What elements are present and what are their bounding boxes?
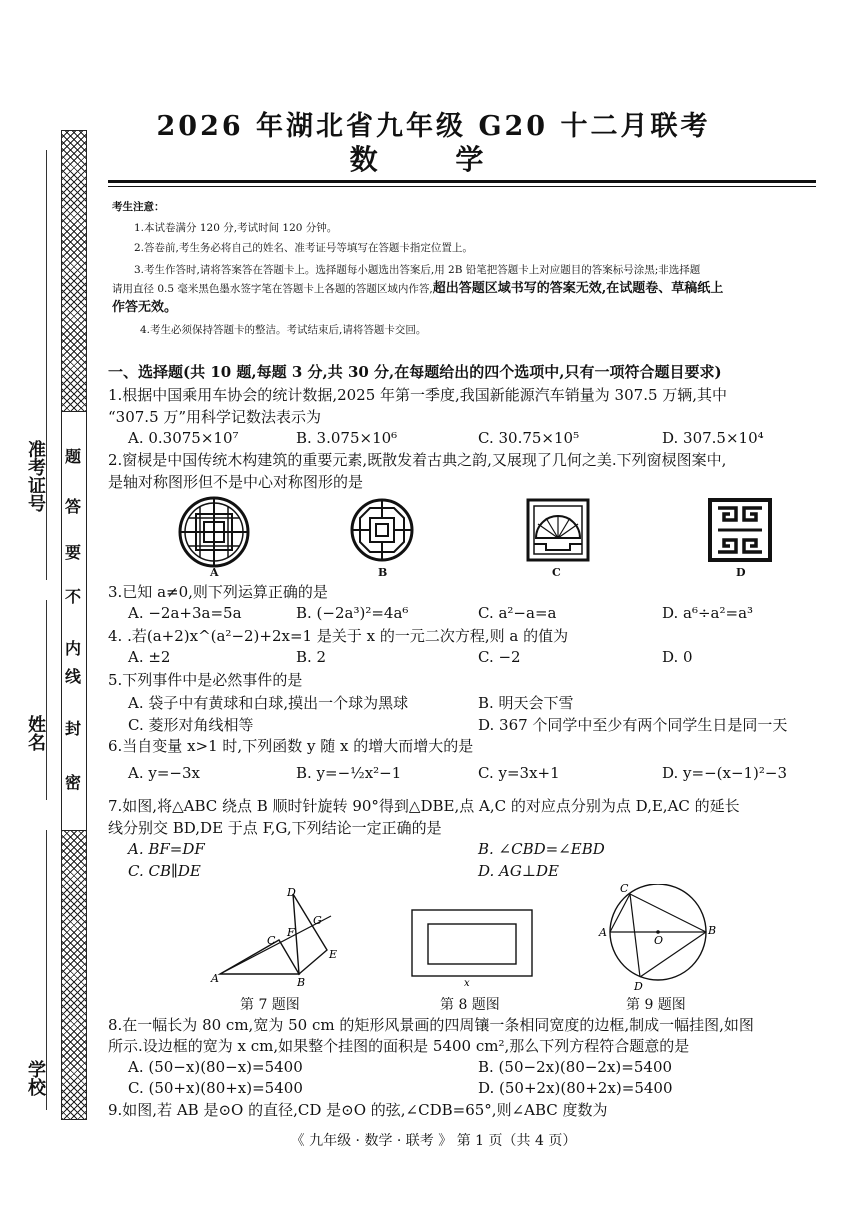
q4-option-c: C. −2 xyxy=(478,648,521,666)
fig9-label: A xyxy=(599,926,607,939)
seal-char: 封 xyxy=(64,719,81,738)
seal-hatch-bottom xyxy=(61,830,87,1120)
notice-item: 2.答卷前,考生务必将自己的姓名、准考证号等填写在答题卡指定位置上。 xyxy=(134,242,473,254)
q8-option-a: A. (50−x)(80−x)=5400 xyxy=(128,1058,303,1076)
q7-stem: 线分别交 BD,DE 于点 F,G,下列结论一定正确的是 xyxy=(108,819,442,837)
notice-heading: 考生注意： xyxy=(112,201,165,213)
fig8-label: x xyxy=(464,978,470,988)
q6-option-b: B. y=−½x²−1 xyxy=(296,764,402,782)
seal-char: 答 xyxy=(64,497,81,516)
figure-7-caption: 第 7 题图 xyxy=(240,997,300,1013)
school-line xyxy=(46,830,47,1110)
figure-8-caption: 第 8 题图 xyxy=(440,997,500,1013)
fig7-label: G xyxy=(313,914,322,927)
q8-stem: 8.在一幅长为 80 cm,宽为 50 cm 的矩形风景画的四周镶一条相同宽度的边框,制成一幅挂图,如图 xyxy=(108,1016,754,1034)
fig9-label: O xyxy=(654,934,664,947)
seal-char: 密 xyxy=(64,773,81,792)
name-line xyxy=(46,600,47,800)
q6-stem: 6.当自变量 x>1 时,下列函数 y 随 x 的增大而增大的是 xyxy=(108,737,474,755)
q4-option-d: D. 0 xyxy=(662,648,693,666)
q9-stem: 9.如图,若 AB 是⊙O 的直径,CD 是⊙O 的弦,∠CDB=65°,则∠ABC 度数为 xyxy=(108,1101,608,1119)
figure-8-diagram xyxy=(410,908,534,988)
seal-char: 不 xyxy=(64,587,81,606)
q6-option-a: A. y=−3x xyxy=(128,764,200,782)
fig7-label: C xyxy=(267,934,276,947)
q1-option-c: C. 30.75×10⁵ xyxy=(478,429,580,447)
q2-label-c: C xyxy=(552,566,561,579)
seal-char: 题 xyxy=(64,447,81,466)
q5-option-d: D. 367 个同学中至少有两个同学生日是同一天 xyxy=(478,716,788,734)
fig7-label: D xyxy=(287,886,296,899)
q2-stem: 是轴对称图形但不是中心对称图形的是 xyxy=(108,473,364,491)
notice-item: 3.考生作答时,请将答案答在答题卡上。选择题每小题选出答案后,用 2B 铅笔把答题卡上对应题目的答案标号涂黑;非选择题 xyxy=(134,264,701,276)
q6-option-d: D. y=−(x−1)²−3 xyxy=(662,764,788,782)
seal-char: 要 xyxy=(64,543,81,562)
q3-option-a: A. −2a+3a=5a xyxy=(128,604,242,622)
page-footer: 《 九年级 · 数学 · 联考 》 第 1 页（共 4 页） xyxy=(290,1133,577,1149)
q8-option-b: B. (50−2x)(80−2x)=5400 xyxy=(478,1058,673,1076)
q8-option-c: C. (50+x)(80+x)=5400 xyxy=(128,1079,303,1097)
q5-option-a: A. 袋子中有黄球和白球,摸出一个球为黑球 xyxy=(128,694,409,712)
q5-option-b: B. 明天会下雪 xyxy=(478,694,574,712)
notice-item-part: 请用直径 0.5 毫米黑色墨水签字笔在答题卡上各题的答题区域内作答, xyxy=(112,283,433,295)
window-pattern-b-icon xyxy=(350,498,414,562)
q4-stem: 4. .若(a+2)x^(a²−2)+2x=1 是关于 x 的一元二次方程,则 a 的值为 xyxy=(108,627,569,645)
q1-stem: 1.根据中国乘用车协会的统计数据,2025 年第一季度,我国新能源汽车销量为 307.5 万辆,其中 xyxy=(108,386,728,404)
fig7-label: F xyxy=(287,926,295,939)
figure-7-diagram xyxy=(205,882,355,992)
name-label: 姓名 xyxy=(25,715,46,751)
subject-title: 数 学 xyxy=(349,143,518,176)
notice-item: 4.考生必须保持答题卡的整洁。考试结束后,请将答题卡交回。 xyxy=(140,324,427,336)
fig7-label: A xyxy=(211,972,219,985)
fig9-label: C xyxy=(620,884,629,895)
q1-stem: “307.5 万”用科学记数法表示为 xyxy=(108,408,322,426)
section-heading: 一、选择题(共 10 题,每题 3 分,共 30 分,在每题给出的四个选项中,只有一项符合题目要求) xyxy=(108,363,722,381)
figure-9-caption: 第 9 题图 xyxy=(626,997,686,1013)
school-label: 学校 xyxy=(25,1060,46,1096)
fig9-label: B xyxy=(708,924,717,937)
q2-label-d: D xyxy=(736,566,746,579)
q3-stem: 3.已知 a≠0,则下列运算正确的是 xyxy=(108,583,328,601)
q1-option-a: A. 0.3075×10⁷ xyxy=(128,429,239,447)
notice-item-bold: 超出答题区域书写的答案无效,在试题卷、草稿纸上 xyxy=(432,281,724,296)
fig7-label: B xyxy=(297,976,306,989)
q7-option-b: B. ∠CBD=∠EBD xyxy=(478,840,605,858)
binding-margin xyxy=(0,0,100,1226)
exam-id-line xyxy=(46,150,47,580)
q8-option-d: D. (50+2x)(80+2x)=5400 xyxy=(478,1079,673,1097)
q6-option-c: C. y=3x+1 xyxy=(478,764,560,782)
q3-option-d: D. a⁶÷a²=a³ xyxy=(662,604,754,622)
window-pattern-d-icon xyxy=(708,498,772,562)
q1-option-d: D. 307.5×10⁴ xyxy=(662,429,764,447)
q2-label-a: A xyxy=(210,566,219,579)
window-pattern-c-icon xyxy=(526,498,590,562)
q3-option-b: B. (−2a³)²=4a⁶ xyxy=(296,604,409,622)
fig9-label: D xyxy=(634,980,643,993)
fig7-label: E xyxy=(329,948,338,961)
header-rule-thin xyxy=(108,186,816,187)
seal-char: 内 xyxy=(64,639,81,658)
q1-option-b: B. 3.075×10⁶ xyxy=(296,429,398,447)
q7-stem: 7.如图,将△ABC 绕点 B 顺时针旋转 90°得到△DBE,点 A,C 的对应点分别为点 D,E,AC 的延长 xyxy=(108,797,740,815)
q4-option-b: B. 2 xyxy=(296,648,327,666)
q2-label-b: B xyxy=(378,566,388,579)
q5-stem: 5.下列事件中是必然事件的是 xyxy=(108,671,303,689)
q7-option-d: D. AG⊥DE xyxy=(478,862,559,880)
seal-box xyxy=(61,410,87,830)
notice-item: 1.本试卷满分 120 分,考试时间 120 分钟。 xyxy=(134,222,338,234)
exam-id-label: 准考证号 xyxy=(25,440,46,512)
q8-stem: 所示.设边框的宽为 x cm,如果整个挂图的面积是 5400 cm²,那么下列方程符合题意的是 xyxy=(108,1037,690,1055)
header-rule-thick xyxy=(108,180,816,183)
figure-9-diagram xyxy=(596,884,720,994)
q7-option-c: C. CB∥DE xyxy=(128,862,201,880)
seal-char: 线 xyxy=(64,667,81,686)
notice-item xyxy=(112,282,832,296)
q2-stem: 2.窗棂是中国传统木构建筑的重要元素,既散发着古典之韵,又展现了几何之美.下列窗棂图案中, xyxy=(108,451,727,469)
q5-option-c: C. 菱形对角线相等 xyxy=(128,716,254,734)
q3-option-c: C. a²−a=a xyxy=(478,604,557,622)
window-pattern-a-icon xyxy=(178,496,250,568)
q7-option-a: A. BF=DF xyxy=(128,840,205,858)
q4-option-a: A. ±2 xyxy=(128,648,171,666)
exam-title: 2026 年湖北省九年级 G20 十二月联考 xyxy=(156,111,711,142)
notice-item-bold: 作答无效。 xyxy=(112,300,178,315)
